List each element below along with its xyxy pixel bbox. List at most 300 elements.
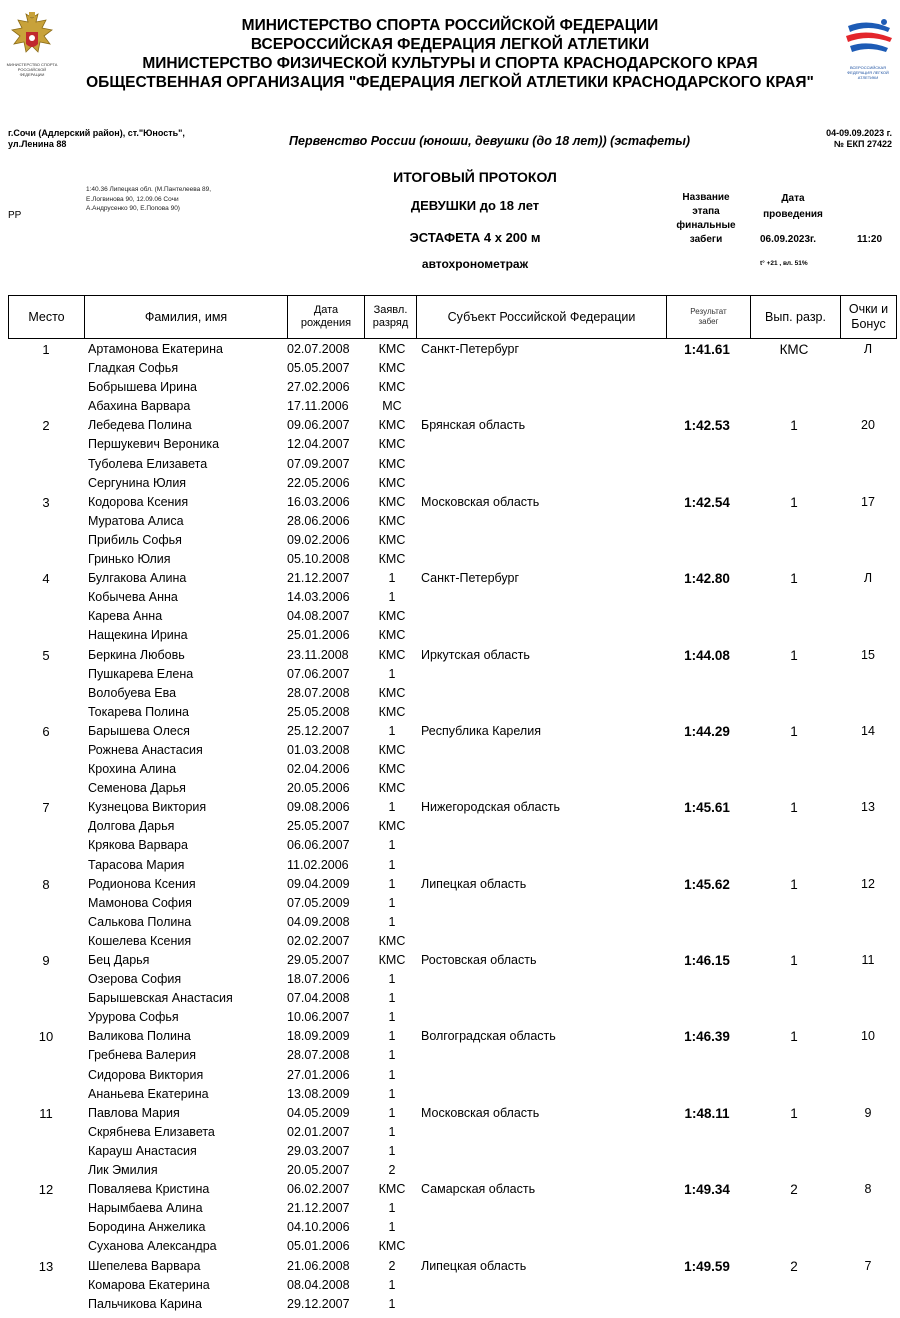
team-region: Московская область — [421, 1105, 540, 1120]
protocol-title: ИТОГОВЫЙ ПРОТОКОЛ — [393, 169, 557, 185]
col-place: Место — [9, 296, 85, 339]
athlete-rank: 1 — [388, 895, 396, 910]
timing-type: автохронометраж — [421, 257, 529, 271]
athlete-name: Волобуева Ева — [88, 685, 177, 700]
team-place: 12 — [38, 1182, 54, 1198]
team-region: Самарская область — [421, 1182, 536, 1197]
team-qualification: 1 — [790, 953, 798, 968]
athlete-dob: 07.05.2009 — [287, 895, 350, 910]
team-points: 20 — [861, 418, 875, 433]
team-result: 1:42.80 — [684, 571, 730, 587]
table-row — [0, 1104, 900, 1123]
category: ДЕВУШКИ до 18 лет — [410, 198, 540, 213]
team-region: Брянская область — [421, 418, 526, 433]
team-points: 9 — [864, 1105, 872, 1120]
athlete-rank: КМС — [378, 742, 406, 757]
athlete-dob: 09.08.2006 — [287, 800, 350, 815]
team-place: 9 — [42, 953, 50, 968]
table-row — [0, 1008, 900, 1027]
team-place: 11 — [39, 1105, 53, 1121]
athlete-name: Пальчикова Карина — [88, 1296, 202, 1311]
team-qualification: 1 — [790, 571, 798, 587]
athlete-name: Булгакова Алина — [88, 571, 187, 586]
athlete-rank: КМС — [378, 704, 406, 719]
athlete-rank: 1 — [388, 1277, 396, 1292]
team-region: Волгоградская область — [421, 1029, 556, 1044]
col-points: Очки и Бонус — [841, 296, 897, 339]
col-rank: Заявл. разряд — [365, 296, 417, 339]
team-region: Санкт-Петербург — [421, 342, 520, 356]
athlete-rank: 1 — [388, 590, 396, 605]
athlete-dob: 23.11.2008 — [287, 647, 349, 662]
record-line: А.Андрусенко 90, Е.Попова 90) — [86, 205, 180, 212]
athlete-dob: 17.11.2006 — [287, 399, 349, 414]
athlete-dob: 28.07.2008 — [287, 685, 350, 700]
team-region: Нижегородская область — [421, 800, 560, 815]
table-row — [0, 493, 900, 512]
team-points: 7 — [864, 1258, 872, 1273]
athlete-name: Суханова Александра — [88, 1239, 217, 1254]
federation-swoosh-icon — [840, 16, 896, 60]
athlete-name: Валикова Полина — [88, 1029, 191, 1044]
athlete-dob: 21.12.2007 — [287, 571, 350, 586]
table-row — [0, 1066, 900, 1085]
table-row — [0, 569, 900, 588]
athlete-name: Родионова Ксения — [88, 876, 196, 891]
record-label: РР — [8, 210, 22, 221]
athlete-rank: КМС — [378, 380, 406, 395]
table-row — [0, 359, 900, 378]
team-points: 14 — [861, 723, 875, 738]
table-row — [0, 1161, 900, 1180]
athlete-rank: КМС — [378, 1239, 406, 1254]
athlete-dob: 09.06.2007 — [287, 418, 350, 433]
athlete-rank: КМС — [378, 609, 406, 624]
athlete-dob: 18.09.2009 — [287, 1029, 350, 1044]
table-row — [0, 894, 900, 913]
athlete-rank: КМС — [378, 456, 406, 471]
table-row — [0, 646, 900, 665]
athlete-rank: КМС — [378, 437, 406, 452]
athlete-rank: 1 — [388, 914, 396, 929]
athlete-rank: КМС — [378, 532, 406, 547]
athlete-name: Лебедева Полина — [88, 418, 192, 433]
team-result: 1:44.29 — [684, 723, 730, 739]
athlete-rank: 1 — [388, 1105, 396, 1120]
athlete-dob: 13.08.2009 — [287, 1086, 350, 1101]
athlete-dob: 07.09.2007 — [287, 456, 350, 471]
athlete-rank: КМС — [378, 953, 406, 967]
table-row — [0, 607, 900, 626]
team-result: 1:45.62 — [684, 876, 730, 892]
team-result: 1:48.11 — [684, 1105, 730, 1121]
athlete-name: Пушкарева Елена — [88, 666, 194, 681]
document-header — [60, 16, 840, 92]
athlete-dob: 04.08.2007 — [287, 609, 350, 624]
athlete-rank: 1 — [388, 876, 396, 891]
team-qualification: 1 — [790, 418, 798, 434]
athlete-name: Прибиль Софья — [88, 532, 182, 547]
table-row — [0, 531, 900, 550]
athlete-rank: 1 — [388, 1296, 396, 1311]
table-row — [0, 798, 900, 817]
team-place: 6 — [42, 723, 50, 739]
header-line: ОБЩЕСТВЕННАЯ ОРГАНИЗАЦИЯ "ФЕДЕРАЦИЯ ЛЕГКОЙ АТЛЕТИКИ КРАСНОДАРСКОГО КРАЯ" — [86, 74, 814, 91]
team-qualification: 2 — [790, 1182, 798, 1198]
table-row — [0, 1218, 900, 1237]
event-name: ЭСТАФЕТА 4 х 200 м — [409, 230, 541, 245]
athlete-dob: 11.02.2006 — [287, 857, 349, 872]
athlete-rank: 2 — [388, 1163, 396, 1178]
team-qualification: 1 — [790, 1029, 798, 1045]
team-result: 1:46.39 — [684, 1029, 730, 1045]
table-row — [0, 932, 900, 951]
table-row — [0, 1027, 900, 1046]
athlete-name: Туболева Елизавета — [88, 456, 208, 471]
athlete-dob: 21.06.2008 — [287, 1258, 350, 1273]
team-qualification: 1 — [790, 494, 798, 510]
dates-value: 04-09.09.2023 г. — [826, 128, 892, 138]
athlete-dob: 02.07.2008 — [287, 342, 350, 356]
athlete-name: Бец Дарья — [88, 953, 150, 967]
col-qual: Вып. разр. — [751, 296, 841, 339]
table-row — [0, 875, 900, 894]
date-label-line: Дата — [781, 193, 805, 204]
table-row — [0, 684, 900, 703]
team-points: 17 — [861, 494, 875, 509]
ministry-emblem-logo: МИНИСТЕРСТВО СПОРТА РОССИЙСКОЙ ФЕДЕРАЦИИ — [6, 12, 58, 76]
athlete-name: Беркина Любовь — [88, 647, 185, 662]
col-result: Результат забег — [667, 296, 751, 339]
stage-label-line: забеги — [689, 234, 723, 245]
athlete-dob: 09.02.2006 — [287, 532, 350, 547]
table-row — [0, 1257, 900, 1276]
athlete-name: Крохина Алина — [88, 762, 177, 777]
athlete-dob: 05.10.2008 — [287, 552, 350, 567]
table-row — [0, 1276, 900, 1295]
athlete-rank: 1 — [388, 1067, 396, 1082]
team-qualification: 1 — [790, 647, 798, 663]
athlete-rank: 1 — [388, 1201, 396, 1216]
athlete-rank: КМС — [378, 494, 406, 509]
ekp-number: № ЕКП 27422 — [833, 139, 892, 149]
athlete-rank: 2 — [388, 1258, 396, 1273]
athlete-rank: 1 — [388, 1029, 396, 1044]
stage-label-line: финальные — [676, 220, 736, 231]
athlete-dob: 08.04.2008 — [287, 1277, 350, 1292]
athlete-dob: 05.05.2007 — [287, 361, 350, 376]
athlete-name: Барышевская Анастасия — [88, 991, 233, 1006]
athlete-dob: 06.06.2007 — [287, 838, 350, 853]
date-label — [752, 191, 834, 223]
team-place: 13 — [38, 1258, 54, 1274]
team-result: 1:42.53 — [684, 418, 730, 434]
table-row — [0, 856, 900, 875]
athlete-dob: 12.04.2007 — [287, 437, 350, 452]
team-place: 8 — [42, 876, 50, 892]
results-table-header — [8, 295, 897, 339]
athlete-name: Долгова Дарья — [88, 819, 175, 834]
athlete-name: Ананьева Екатерина — [88, 1086, 209, 1101]
athlete-name: Салькова Полина — [88, 914, 192, 929]
athlete-name: Нащекина Ирина — [88, 628, 188, 643]
date-label-line: проведения — [763, 209, 823, 220]
weather: t° +21 , вл. 51% — [760, 260, 808, 267]
team-region: Московская область — [421, 494, 540, 509]
table-row — [0, 1085, 900, 1104]
venue-line: г.Сочи (Адлерский район), ст."Юность", — [8, 128, 185, 138]
athlete-dob: 10.06.2007 — [287, 1010, 350, 1025]
athlete-name: Шепелева Варвара — [88, 1258, 201, 1273]
table-row — [0, 588, 900, 607]
athlete-name: Бобрышева Ирина — [88, 380, 197, 395]
team-place: 4 — [42, 571, 50, 587]
athlete-name: Токарева Полина — [88, 704, 189, 719]
athlete-rank: КМС — [378, 475, 406, 490]
athlete-rank: 1 — [388, 1010, 396, 1025]
table-row — [0, 626, 900, 645]
athlete-name: Абахина Варвара — [88, 399, 191, 414]
athlete-rank: КМС — [378, 685, 406, 700]
athlete-dob: 14.03.2006 — [287, 590, 350, 605]
table-row — [0, 1295, 900, 1314]
athlete-name: Скрябнева Елизавета — [88, 1124, 215, 1139]
team-qualification: 2 — [790, 1258, 798, 1274]
table-row — [0, 951, 900, 970]
double-eagle-icon — [6, 12, 58, 62]
table-row — [0, 913, 900, 932]
team-result: 1:49.34 — [684, 1182, 730, 1198]
athlete-dob: 20.05.2007 — [287, 1163, 350, 1178]
header-line: МИНИСТЕРСТВО ФИЗИЧЕСКОЙ КУЛЬТУРЫ И СПОРТА КРАСНОДАРСКОГО КРАЯ — [142, 55, 758, 72]
team-place: 5 — [42, 647, 50, 663]
team-result: 1:45.61 — [684, 800, 730, 816]
table-row — [0, 817, 900, 836]
athlete-name: Кодорова Ксения — [88, 494, 189, 509]
table-row — [0, 779, 900, 798]
results-table-body — [0, 340, 900, 1314]
athlete-name: Павлова Мария — [88, 1105, 180, 1120]
athlete-dob: 25.05.2008 — [287, 704, 350, 719]
athlete-dob: 27.01.2006 — [287, 1067, 350, 1082]
athlete-dob: 02.02.2007 — [287, 933, 350, 948]
team-points: Л — [863, 571, 873, 586]
table-row — [0, 512, 900, 531]
athlete-rank: 1 — [388, 723, 396, 738]
event-time: 11:20 — [857, 234, 883, 245]
athlete-dob: 05.01.2006 — [287, 1239, 350, 1254]
team-points: 8 — [864, 1182, 872, 1197]
athlete-name: Нарымбаева Алина — [88, 1201, 203, 1216]
athlete-dob: 04.10.2006 — [287, 1220, 350, 1235]
athlete-dob: 20.05.2006 — [287, 781, 350, 796]
athlete-rank: КМС — [378, 628, 406, 643]
competition-dates — [826, 128, 892, 150]
table-row — [0, 378, 900, 397]
athlete-dob: 06.02.2007 — [287, 1182, 350, 1197]
athlete-name: Барышева Олеся — [88, 723, 190, 738]
athlete-dob: 18.07.2006 — [287, 972, 350, 987]
team-place: 10 — [38, 1029, 54, 1045]
table-row — [0, 970, 900, 989]
athlete-name: Лик Эмилия — [88, 1163, 158, 1178]
athlete-dob: 22.05.2006 — [287, 475, 350, 490]
athlete-rank: 1 — [388, 800, 396, 815]
team-region: Санкт-Петербург — [421, 571, 520, 586]
team-place: 2 — [42, 418, 50, 434]
table-row — [0, 1237, 900, 1256]
athlete-rank: КМС — [378, 552, 406, 567]
athlete-rank: КМС — [378, 933, 406, 948]
table-row — [0, 1180, 900, 1199]
table-row — [0, 989, 900, 1008]
athlete-name: Карауш Анастасия — [88, 1143, 197, 1158]
athlete-rank: КМС — [378, 1182, 406, 1197]
athlete-rank: 1 — [388, 991, 396, 1006]
athlete-name: Гладкая Софья — [88, 361, 179, 376]
venue — [8, 128, 185, 150]
athlete-dob: 25.01.2006 — [287, 628, 350, 643]
col-dob: Дата рождения — [288, 296, 365, 339]
stage-label-line: этапа — [692, 206, 720, 217]
team-result: 1:44.08 — [684, 647, 730, 663]
athlete-dob: 25.05.2007 — [287, 819, 350, 834]
team-place: 3 — [42, 494, 50, 510]
athlete-name: Рожнева Анастасия — [88, 742, 203, 757]
col-name: Фамилия, имя — [85, 296, 288, 339]
athlete-name: Гринько Юлия — [88, 552, 171, 567]
table-row — [0, 760, 900, 779]
team-points: 10 — [861, 1029, 875, 1044]
team-qualification: 1 — [790, 876, 798, 892]
athlete-rank: 1 — [388, 1124, 396, 1139]
athlete-dob: 25.12.2007 — [287, 723, 350, 738]
athlete-name: Муратова Алиса — [88, 513, 184, 528]
team-region: Липецкая область — [421, 1258, 527, 1273]
team-points: 12 — [861, 876, 875, 891]
athlete-name: Артамонова Екатерина — [88, 342, 223, 356]
athlete-dob: 07.06.2007 — [287, 666, 350, 681]
team-region: Липецкая область — [421, 876, 527, 891]
athlete-name: Крякова Варвара — [88, 838, 188, 853]
athlete-name: Першукевич Вероника — [88, 437, 220, 452]
athlete-dob: 04.09.2008 — [287, 914, 350, 929]
athlete-rank: КМС — [378, 819, 406, 834]
team-region: Республика Карелия — [421, 723, 541, 738]
athlete-rank: 1 — [388, 666, 396, 681]
athlete-rank: КМС — [378, 342, 406, 356]
table-row — [0, 455, 900, 474]
table-row — [0, 836, 900, 855]
table-row — [0, 1199, 900, 1218]
athlete-name: Поваляева Кристина — [88, 1182, 210, 1197]
athlete-rank: 1 — [388, 838, 396, 853]
athlete-dob: 01.03.2008 — [287, 742, 350, 757]
table-row — [0, 741, 900, 760]
athlete-name: Урурова Софья — [88, 1010, 179, 1025]
col-region: Субъект Российской Федерации — [417, 296, 667, 339]
table-row — [0, 1123, 900, 1142]
team-qualification: 1 — [790, 1105, 798, 1121]
athlete-name: Бородина Анжелика — [88, 1220, 206, 1235]
record-line: Е.Логвинова 90, 12.09.06 Сочи — [86, 195, 179, 203]
athlete-name: Тарасова Мария — [88, 857, 185, 872]
athlete-dob: 27.02.2006 — [287, 380, 350, 395]
athlete-rank: КМС — [378, 418, 406, 433]
team-place: 7 — [42, 800, 50, 816]
athlete-rank: КМС — [378, 762, 406, 777]
table-row — [0, 435, 900, 454]
athlete-rank: 1 — [388, 1143, 396, 1158]
record-line: 1:40.36 Липецкая обл. (М.Пантелеева 89, — [86, 186, 212, 193]
event-date: 06.09.2023г. — [760, 234, 816, 245]
team-place: 1 — [42, 342, 50, 357]
stage-label-line: Название — [682, 192, 730, 203]
team-qualification: 1 — [790, 800, 798, 816]
athlete-name: Комарова Екатерина — [88, 1277, 210, 1292]
athlete-rank: 1 — [388, 1048, 396, 1063]
athlete-dob: 09.04.2009 — [287, 876, 350, 891]
table-row — [0, 1142, 900, 1161]
team-region: Иркутская область — [421, 647, 530, 662]
team-region: Ростовская область — [421, 953, 537, 967]
team-points: 11 — [861, 953, 875, 967]
venue-line: ул.Ленина 88 — [8, 139, 67, 149]
table-row — [0, 474, 900, 493]
athlete-name: Сергунина Юлия — [88, 475, 187, 490]
athlete-dob: 29.12.2007 — [287, 1296, 350, 1311]
team-result: 1:49.59 — [684, 1258, 730, 1274]
athlete-rank: 1 — [388, 972, 396, 987]
athlete-name: Сидорова Виктория — [88, 1067, 204, 1082]
athlete-dob: 29.03.2007 — [287, 1143, 350, 1158]
athlete-dob: 28.06.2006 — [287, 513, 350, 528]
athlete-dob: 21.12.2007 — [287, 1201, 350, 1216]
table-row — [0, 416, 900, 435]
athlete-name: Озерова София — [88, 972, 182, 987]
table-row — [0, 550, 900, 569]
team-points: 13 — [861, 800, 875, 815]
table-row — [0, 703, 900, 722]
athlete-rank: КМС — [378, 513, 406, 528]
header-line: ВСЕРОССИЙСКАЯ ФЕДЕРАЦИЯ ЛЕГКОЙ АТЛЕТИКИ — [250, 36, 650, 53]
athlete-dob: 02.01.2007 — [287, 1124, 350, 1139]
athlete-rank: 1 — [388, 571, 396, 586]
athlete-dob: 16.03.2006 — [287, 494, 350, 509]
stage-label — [668, 191, 744, 247]
competition-title: Первенство России (юноши, девушки (до 18 лет)) (эстафеты) — [289, 134, 691, 148]
header-line: МИНИСТЕРСТВО СПОРТА РОССИЙСКОЙ ФЕДЕРАЦИИ — [241, 17, 659, 34]
table-row — [0, 1046, 900, 1065]
athletics-federation-logo: ВСЕРОССИЙСКАЯ ФЕДЕРАЦИЯ ЛЕГКОЙ АТЛЕТИКИ — [840, 16, 896, 76]
athlete-rank: 1 — [388, 1086, 396, 1101]
table-row — [0, 340, 900, 359]
athlete-name: Кобычева Анна — [88, 590, 178, 605]
table-row — [0, 722, 900, 741]
athlete-name: Мамонова София — [88, 895, 192, 910]
team-result: 1:41.61 — [684, 342, 730, 357]
athlete-name: Кошелева Ксения — [88, 933, 192, 948]
athlete-rank: КМС — [378, 361, 406, 376]
team-qualification: КМС — [779, 342, 809, 357]
athlete-rank: 1 — [388, 857, 396, 872]
team-result: 1:46.15 — [684, 953, 730, 968]
athlete-dob: 07.04.2008 — [287, 991, 350, 1006]
athlete-rank: 1 — [388, 1220, 396, 1235]
athlete-name: Гребнева Валерия — [88, 1048, 197, 1063]
athlete-rank: МС — [382, 399, 402, 414]
athlete-rank: КМС — [378, 647, 406, 662]
